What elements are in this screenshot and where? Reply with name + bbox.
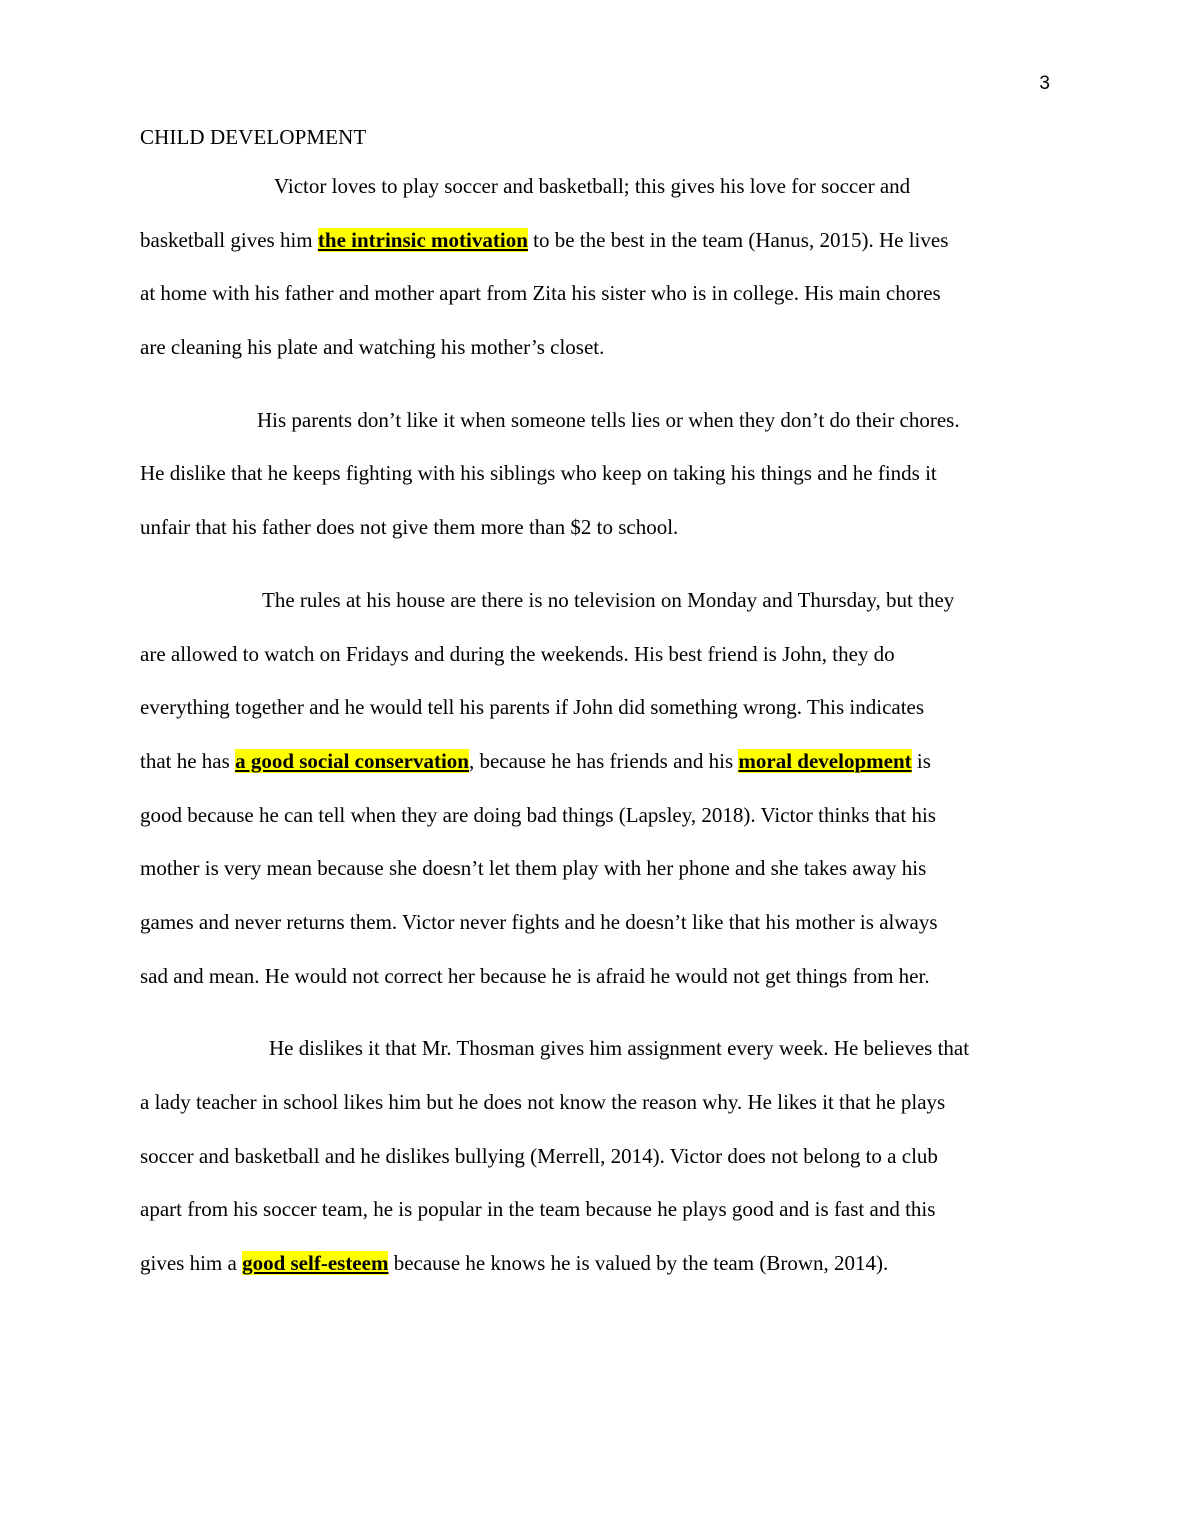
- text-line: [140, 160, 1050, 214]
- text-run: is: [911, 748, 931, 773]
- text-run: good because he can tell when they are doing bad things (Lapsley, 2018). Victor thinks that his: [140, 802, 936, 827]
- paragraph-2: [140, 394, 1050, 555]
- highlighted-term: the intrinsic motivation: [317, 227, 528, 252]
- text-run: He dislike that he keeps fighting with his siblings who keep on taking his things and he finds it: [140, 461, 937, 486]
- text-run: at home with his father and mother apart from Zita his sister who is in college. His main chores: [140, 281, 941, 306]
- text-line: [140, 735, 1050, 789]
- text-line: [140, 842, 1050, 896]
- text-line: [140, 501, 1050, 555]
- text-run: mother is very mean because she doesn’t let them play with her phone and she takes away his: [140, 856, 927, 881]
- text-line: [140, 214, 1050, 268]
- text-run: , because he has friends and his: [468, 748, 739, 773]
- text-line: [140, 950, 1050, 1004]
- text-line: [140, 1076, 1050, 1130]
- text-line: [140, 267, 1050, 321]
- text-run: are cleaning his plate and watching his mother’s closet.: [140, 335, 605, 360]
- text-run: that he has: [140, 748, 236, 773]
- text-line: [140, 574, 1050, 628]
- text-line: [140, 681, 1050, 735]
- highlighted-term: good self-esteem: [242, 1251, 389, 1276]
- text-run: a lady teacher in school likes him but he does not know the reason why. He likes it that he plays: [140, 1090, 946, 1114]
- text-run: apart from his soccer team, he is popular in the team because he plays good and is fast and this: [140, 1197, 936, 1222]
- text-run: His parents don’t like it when someone tells lies or when they don’t do their chores.: [257, 407, 960, 432]
- text-run: because he knows he is valued by the team (Brown, 2014).: [388, 1251, 889, 1276]
- text-run: sad and mean. He would not correct her because he is afraid he would not get things from her.: [140, 963, 930, 988]
- text-run: unfair that his father does not give them more than $2 to school.: [140, 515, 679, 540]
- text-line: [140, 896, 1050, 950]
- text-run: are allowed to watch on Fridays and during the weekends. His best friend is John, they do: [140, 641, 895, 666]
- running-head: CHILD DEVELOPMENT: [140, 125, 367, 149]
- text-line: [140, 447, 1050, 501]
- text-line: [140, 628, 1050, 682]
- text-run: He dislikes it that Mr. Thosman gives him assignment every week. He believes that: [269, 1036, 970, 1061]
- text-line: [140, 1237, 1050, 1291]
- paragraph-3: [140, 574, 1050, 1004]
- text-line: [140, 1130, 1050, 1184]
- page-number: 3: [1039, 73, 1050, 94]
- text-run: everything together and he would tell his parents if John did something wrong. This indicates: [140, 695, 925, 720]
- highlighted-term: moral development: [738, 748, 912, 773]
- text-run: Victor loves to play soccer and basketball; this gives his love for soccer and: [274, 174, 911, 198]
- text-line: [140, 1022, 1050, 1076]
- body-text: [140, 160, 1050, 1291]
- text-run: gives him a: [140, 1251, 243, 1276]
- paragraph-1: [140, 160, 1050, 375]
- text-line: [140, 321, 1050, 375]
- text-run: soccer and basketball and he dislikes bullying (Merrell, 2014). Victor does not belong to a club: [140, 1143, 938, 1168]
- text-run: The rules at his house are there is no television on Monday and Thursday, but they: [262, 587, 955, 612]
- text-line: [140, 1183, 1050, 1237]
- text-run: games and never returns them. Victor never fights and he doesn’t like that his mother is always: [140, 909, 938, 934]
- text-line: [140, 789, 1050, 843]
- text-run: basketball gives him: [140, 227, 318, 252]
- text-run: to be the best in the team (Hanus, 2015). He lives: [527, 227, 949, 252]
- text-line: [140, 394, 1050, 448]
- paragraph-4: [140, 1022, 1050, 1290]
- highlighted-term: a good social conservation: [235, 748, 469, 773]
